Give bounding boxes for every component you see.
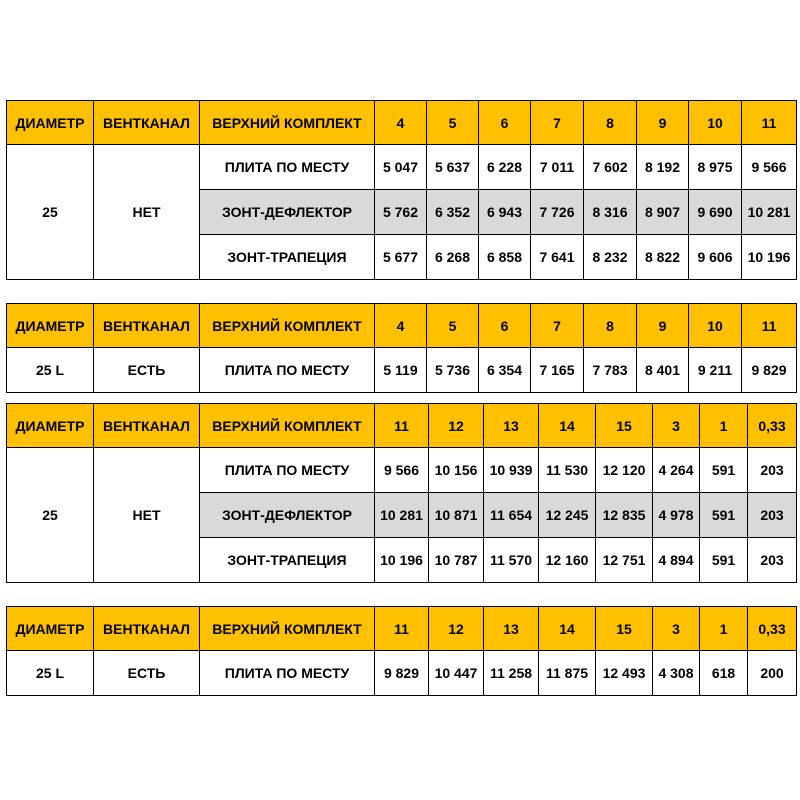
price-cell: 4 894 xyxy=(653,538,700,583)
ventkanal-cell: НЕТ xyxy=(94,448,200,583)
price-table-2 xyxy=(6,303,797,393)
price-cell: 12 751 xyxy=(596,538,653,583)
price-cell: 9 566 xyxy=(375,448,429,493)
header-cell: 7 xyxy=(531,304,584,348)
price-cell: 4 978 xyxy=(653,493,700,538)
price-cell: 5 637 xyxy=(427,145,479,190)
price-cell: 203 xyxy=(748,448,797,493)
kit-cell: ЗОНТ-ТРАПЕЦИЯ xyxy=(200,235,375,280)
table-row xyxy=(7,348,797,393)
diameter-cell: 25 xyxy=(7,145,94,280)
price-cell: 5 047 xyxy=(375,145,427,190)
price-cell: 7 641 xyxy=(531,235,584,280)
price-cell: 10 196 xyxy=(742,235,797,280)
kit-cell: ПЛИТА ПО МЕСТУ xyxy=(200,348,375,393)
price-cell: 9 211 xyxy=(689,348,742,393)
header-cell: 5 xyxy=(427,101,479,145)
header-cell: 10 xyxy=(689,304,742,348)
header-cell: 9 xyxy=(637,304,689,348)
price-cell: 10 281 xyxy=(375,493,429,538)
header-cell: 4 xyxy=(375,101,427,145)
price-cell: 10 281 xyxy=(742,190,797,235)
header-cell: 4 xyxy=(375,304,427,348)
diameter-cell: 25 xyxy=(7,448,94,583)
price-cell: 12 245 xyxy=(539,493,596,538)
header-cell-top-kit: ВЕРХНИЙ КОМПЛЕКТ xyxy=(200,404,375,448)
price-cell: 8 401 xyxy=(637,348,689,393)
price-cell: 11 875 xyxy=(539,651,596,696)
price-cell: 10 196 xyxy=(375,538,429,583)
header-cell-diameter: ДИАМЕТР xyxy=(7,404,94,448)
header-cell: 8 xyxy=(584,304,637,348)
header-cell: 5 xyxy=(427,304,479,348)
ventkanal-cell: ЕСТЬ xyxy=(94,348,200,393)
price-table-4 xyxy=(6,606,797,696)
kit-cell: ПЛИТА ПО МЕСТУ xyxy=(200,651,375,696)
kit-cell: ЗОНТ-ТРАПЕЦИЯ xyxy=(200,538,375,583)
price-cell: 8 907 xyxy=(637,190,689,235)
header-cell: 14 xyxy=(539,404,596,448)
price-cell: 11 258 xyxy=(484,651,539,696)
price-cell: 12 160 xyxy=(539,538,596,583)
price-cell: 9 829 xyxy=(742,348,797,393)
header-cell: 13 xyxy=(484,404,539,448)
price-cell: 10 447 xyxy=(429,651,484,696)
table-row xyxy=(7,651,797,696)
kit-cell: ЗОНТ-ДЕФЛЕКТОР xyxy=(200,493,375,538)
header-cell-top-kit: ВЕРХНИЙ КОМПЛЕКТ xyxy=(200,607,375,651)
header-cell-diameter: ДИАМЕТР xyxy=(7,304,94,348)
price-cell: 5 762 xyxy=(375,190,427,235)
header-cell: 15 xyxy=(596,404,653,448)
price-cell: 7 602 xyxy=(584,145,637,190)
price-cell: 7 783 xyxy=(584,348,637,393)
header-cell-ventkanal: ВЕНТКАНАЛ xyxy=(94,101,200,145)
price-cell: 6 943 xyxy=(479,190,531,235)
price-table-1 xyxy=(6,100,797,280)
header-cell: 0,33 xyxy=(748,607,797,651)
header-cell: 6 xyxy=(479,304,531,348)
price-cell: 7 011 xyxy=(531,145,584,190)
header-cell: 0,33 xyxy=(748,404,797,448)
price-cell: 12 120 xyxy=(596,448,653,493)
price-cell: 200 xyxy=(748,651,797,696)
header-cell-diameter: ДИАМЕТР xyxy=(7,607,94,651)
header-cell: 9 xyxy=(637,101,689,145)
ventkanal-cell: ЕСТЬ xyxy=(94,651,200,696)
price-cell: 6 352 xyxy=(427,190,479,235)
header-cell: 12 xyxy=(429,404,484,448)
price-cell: 12 835 xyxy=(596,493,653,538)
header-cell-ventkanal: ВЕНТКАНАЛ xyxy=(94,607,200,651)
header-cell: 11 xyxy=(742,304,797,348)
header-cell-top-kit: ВЕРХНИЙ КОМПЛЕКТ xyxy=(200,304,375,348)
price-cell: 9 606 xyxy=(689,235,742,280)
table-header-row xyxy=(7,304,797,348)
price-cell: 5 119 xyxy=(375,348,427,393)
price-cell: 4 264 xyxy=(653,448,700,493)
price-cell: 10 787 xyxy=(429,538,484,583)
header-cell: 11 xyxy=(742,101,797,145)
price-cell: 4 308 xyxy=(653,651,700,696)
price-cell: 203 xyxy=(748,538,797,583)
price-cell: 203 xyxy=(748,493,797,538)
price-cell: 5 677 xyxy=(375,235,427,280)
kit-cell: ПЛИТА ПО МЕСТУ xyxy=(200,448,375,493)
price-cell: 11 654 xyxy=(484,493,539,538)
price-cell: 11 570 xyxy=(484,538,539,583)
price-cell: 9 566 xyxy=(742,145,797,190)
price-cell: 8 192 xyxy=(637,145,689,190)
price-cell: 10 156 xyxy=(429,448,484,493)
price-cell: 591 xyxy=(700,448,748,493)
header-cell: 11 xyxy=(375,607,429,651)
kit-cell: ПЛИТА ПО МЕСТУ xyxy=(200,145,375,190)
price-cell: 6 228 xyxy=(479,145,531,190)
header-cell: 12 xyxy=(429,607,484,651)
price-cell: 11 530 xyxy=(539,448,596,493)
kit-cell: ЗОНТ-ДЕФЛЕКТОР xyxy=(200,190,375,235)
header-cell: 7 xyxy=(531,101,584,145)
header-cell: 3 xyxy=(653,607,700,651)
header-cell: 13 xyxy=(484,607,539,651)
price-cell: 10 871 xyxy=(429,493,484,538)
price-cell: 8 975 xyxy=(689,145,742,190)
header-cell: 3 xyxy=(653,404,700,448)
header-cell: 1 xyxy=(700,607,748,651)
price-cell: 8 232 xyxy=(584,235,637,280)
price-cell: 5 736 xyxy=(427,348,479,393)
price-table-3 xyxy=(6,403,797,583)
price-cell: 8 822 xyxy=(637,235,689,280)
header-cell: 6 xyxy=(479,101,531,145)
price-cell: 8 316 xyxy=(584,190,637,235)
price-cell: 12 493 xyxy=(596,651,653,696)
table-header-row xyxy=(7,404,797,448)
price-cell: 9 690 xyxy=(689,190,742,235)
header-cell-diameter: ДИАМЕТР xyxy=(7,101,94,145)
header-cell: 10 xyxy=(689,101,742,145)
table-header-row xyxy=(7,101,797,145)
price-cell: 6 268 xyxy=(427,235,479,280)
header-cell: 15 xyxy=(596,607,653,651)
price-cell: 591 xyxy=(700,538,748,583)
header-cell: 11 xyxy=(375,404,429,448)
header-cell: 1 xyxy=(700,404,748,448)
header-cell: 14 xyxy=(539,607,596,651)
price-cell: 6 354 xyxy=(479,348,531,393)
price-cell: 618 xyxy=(700,651,748,696)
price-cell: 9 829 xyxy=(375,651,429,696)
table-row xyxy=(7,448,797,493)
ventkanal-cell: НЕТ xyxy=(94,145,200,280)
price-cell: 591 xyxy=(700,493,748,538)
price-cell: 6 858 xyxy=(479,235,531,280)
price-cell: 10 939 xyxy=(484,448,539,493)
table-header-row xyxy=(7,607,797,651)
diameter-cell: 25 L xyxy=(7,348,94,393)
header-cell: 8 xyxy=(584,101,637,145)
header-cell-top-kit: ВЕРХНИЙ КОМПЛЕКТ xyxy=(200,101,375,145)
header-cell-ventkanal: ВЕНТКАНАЛ xyxy=(94,304,200,348)
header-cell-ventkanal: ВЕНТКАНАЛ xyxy=(94,404,200,448)
price-cell: 7 726 xyxy=(531,190,584,235)
table-row xyxy=(7,145,797,190)
diameter-cell: 25 L xyxy=(7,651,94,696)
price-cell: 7 165 xyxy=(531,348,584,393)
